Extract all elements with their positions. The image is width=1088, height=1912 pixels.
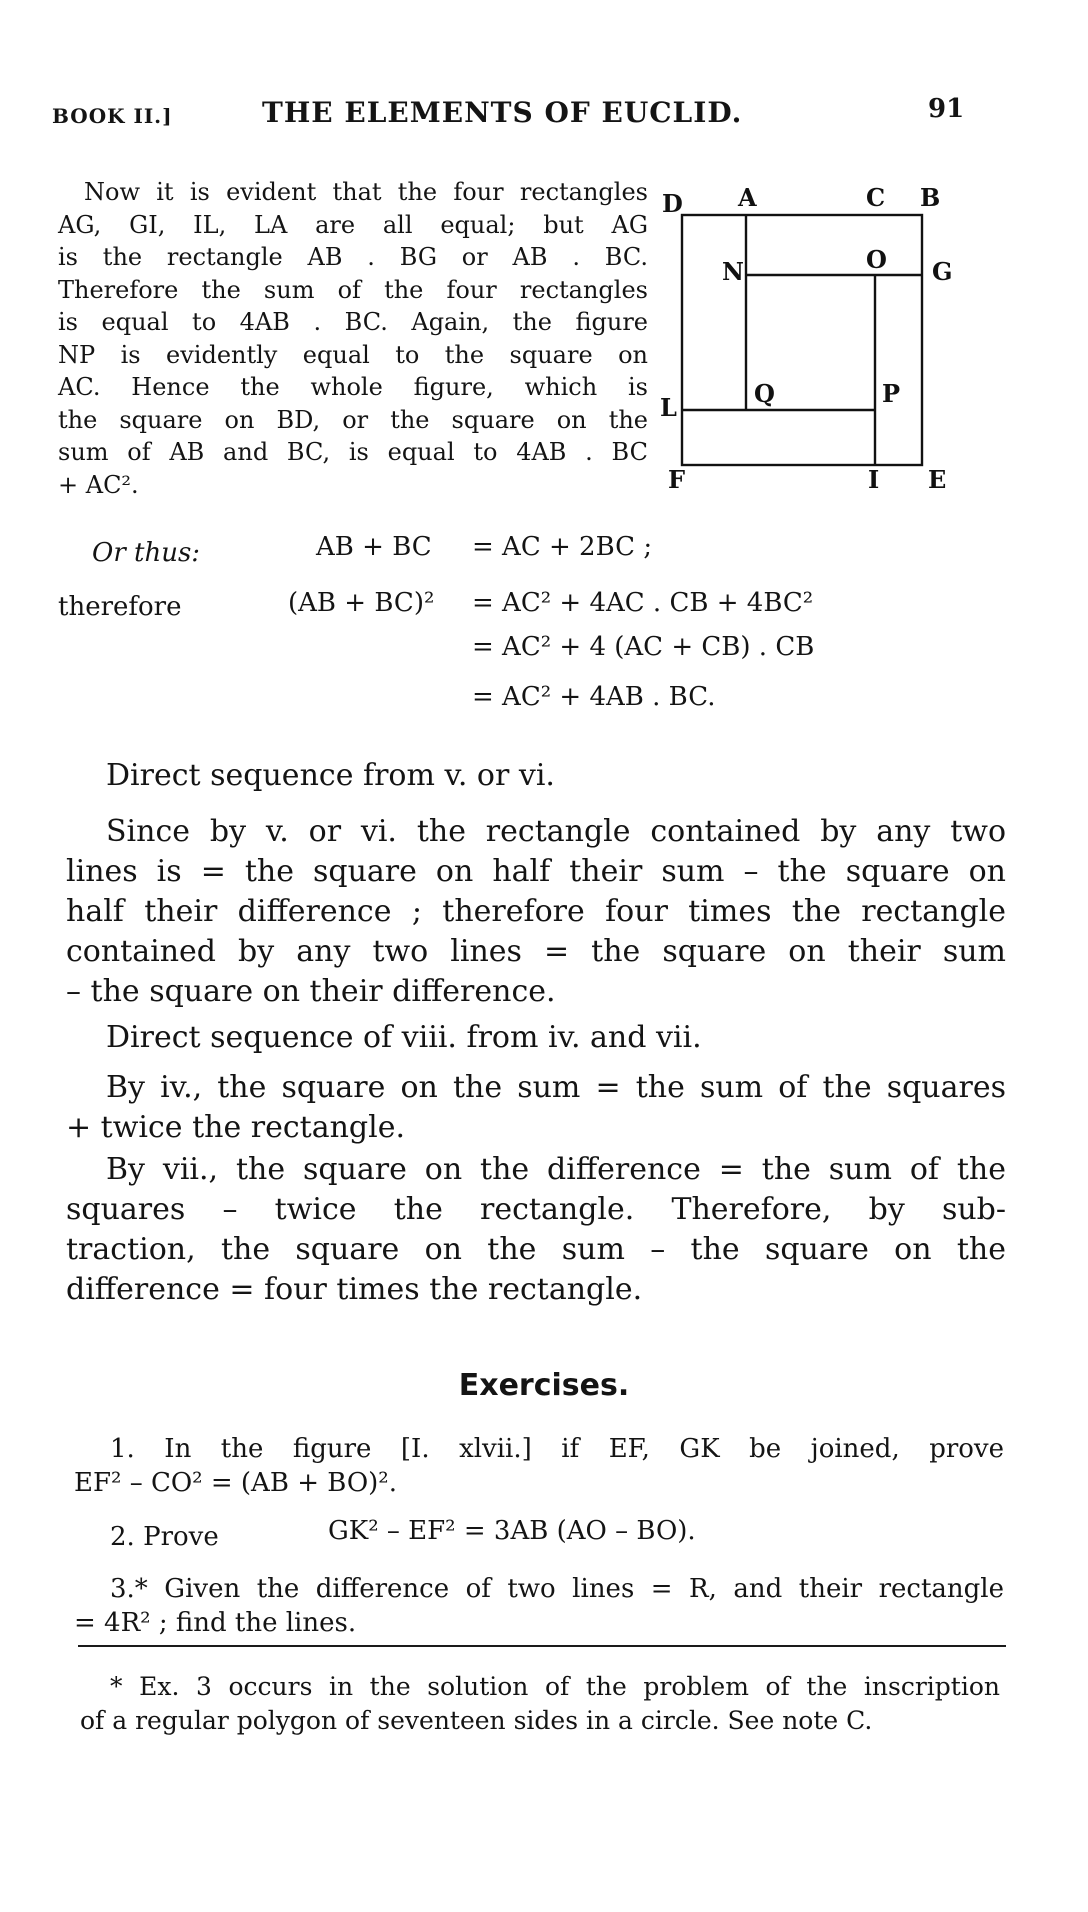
label-Q: Q bbox=[754, 379, 775, 408]
page-number: 91 bbox=[928, 94, 965, 124]
paragraph-vii bbox=[66, 1150, 1006, 1310]
book-label: BOOK II.] bbox=[52, 104, 173, 128]
label-E: E bbox=[928, 465, 947, 494]
label-L: L bbox=[660, 393, 677, 422]
page-header bbox=[0, 92, 1088, 132]
text-line: is equal to 4AB . BC. Again, the figure bbox=[58, 308, 648, 336]
text-line: traction, the square on the sum – the square on the bbox=[66, 1232, 1006, 1267]
text-line: EF² – CO² = (AB + BO)². bbox=[74, 1468, 397, 1498]
label-I: I bbox=[868, 465, 880, 494]
eq1-rhs: = AC + 2BC ; bbox=[472, 532, 653, 562]
exercise-2-equation: GK² – EF² = 3AB (AO – BO). bbox=[328, 1516, 696, 1546]
text-line: contained by any two lines = the square on their sum bbox=[66, 934, 1006, 969]
label-G: G bbox=[932, 257, 953, 286]
text-line: Now it is evident that the four rectangles bbox=[84, 178, 648, 206]
text-line: of a regular polygon of seventeen sides in a circle. See note C. bbox=[80, 1706, 873, 1735]
section-heading: Direct sequence of viii. from iv. and vii. bbox=[106, 1020, 702, 1055]
paragraph-iv bbox=[66, 1068, 1006, 1148]
eq4-rhs: = AC² + 4AB . BC. bbox=[472, 682, 716, 712]
footnote-divider bbox=[78, 1645, 1006, 1647]
or-thus-label: Or thus: bbox=[92, 538, 201, 568]
direct-sequence-section bbox=[66, 756, 1006, 796]
text-line: difference = four times the rectangle. bbox=[66, 1272, 643, 1307]
text-line: Therefore the sum of the four rectangles bbox=[58, 275, 648, 304]
exercise-3 bbox=[74, 1572, 1004, 1640]
text-line: AC. Hence the whole figure, which is bbox=[58, 373, 648, 401]
footnote bbox=[80, 1670, 1000, 1738]
running-title: THE ELEMENTS OF EUCLID. bbox=[262, 96, 743, 129]
text-line: is the rectangle AB . BG or AB . BC. bbox=[58, 243, 648, 271]
eq2-lhs: (AB + BC)² bbox=[288, 588, 435, 618]
text-line: + twice the rectangle. bbox=[66, 1110, 406, 1145]
label-B: B bbox=[920, 183, 941, 212]
geometry-figure bbox=[650, 180, 970, 500]
text-line: 3.* Given the difference of two lines = R, and their rectangle bbox=[110, 1574, 1004, 1604]
paragraph-since bbox=[66, 812, 1006, 1012]
text-line: – the square on their difference. bbox=[66, 974, 556, 1009]
text-line: AG, GI, IL, LA are all equal; but AG bbox=[58, 210, 648, 239]
eq3-rhs: = AC² + 4 (AC + CB) . CB bbox=[472, 632, 815, 662]
text-line: 1. In the figure [I. xlvii.] if EF, GK be joined, prove bbox=[110, 1434, 1004, 1464]
label-A: A bbox=[738, 183, 757, 212]
label-N: N bbox=[722, 257, 744, 286]
section-heading: Direct sequence from v. or vi. bbox=[106, 758, 555, 793]
exercise-1 bbox=[74, 1432, 1004, 1500]
exercises-heading: Exercises. bbox=[458, 1368, 630, 1403]
therefore-label: therefore bbox=[58, 592, 182, 622]
text-line: squares – twice the rectangle. Therefore, by sub- bbox=[66, 1192, 1006, 1227]
text-line: lines is = the square on half their sum – the square on bbox=[66, 854, 1006, 889]
label-C: C bbox=[866, 183, 886, 212]
eq1-lhs: AB + BC bbox=[316, 532, 432, 562]
text-line: half their difference ; therefore four times the rectangle bbox=[66, 894, 1006, 929]
intro-paragraph bbox=[58, 176, 648, 501]
text-line: NP is evidently equal to the square on bbox=[58, 340, 648, 369]
label-D: D bbox=[662, 189, 683, 218]
label-F: F bbox=[668, 465, 686, 494]
text-line: * Ex. 3 occurs in the solution of the problem of the inscription bbox=[110, 1672, 1000, 1701]
text-line: = 4R² ; find the lines. bbox=[74, 1608, 357, 1638]
text-line: sum of AB and BC, is equal to 4AB . BC bbox=[58, 438, 648, 466]
paragraph-viii bbox=[66, 1018, 1006, 1058]
label-O: O bbox=[866, 245, 887, 274]
text-line: + AC². bbox=[58, 470, 139, 499]
text-line: Since by v. or vi. the rectangle contained by any two bbox=[106, 814, 1006, 849]
eq2-rhs: = AC² + 4AC . CB + 4BC² bbox=[472, 588, 814, 618]
exercise-2-label: 2. Prove bbox=[110, 1522, 219, 1552]
text-line: By iv., the square on the sum = the sum of the squares bbox=[106, 1070, 1006, 1105]
text-line: By vii., the square on the difference = the sum of the bbox=[106, 1152, 1006, 1187]
text-line: the square on BD, or the square on the bbox=[58, 405, 648, 434]
label-P: P bbox=[882, 379, 901, 408]
